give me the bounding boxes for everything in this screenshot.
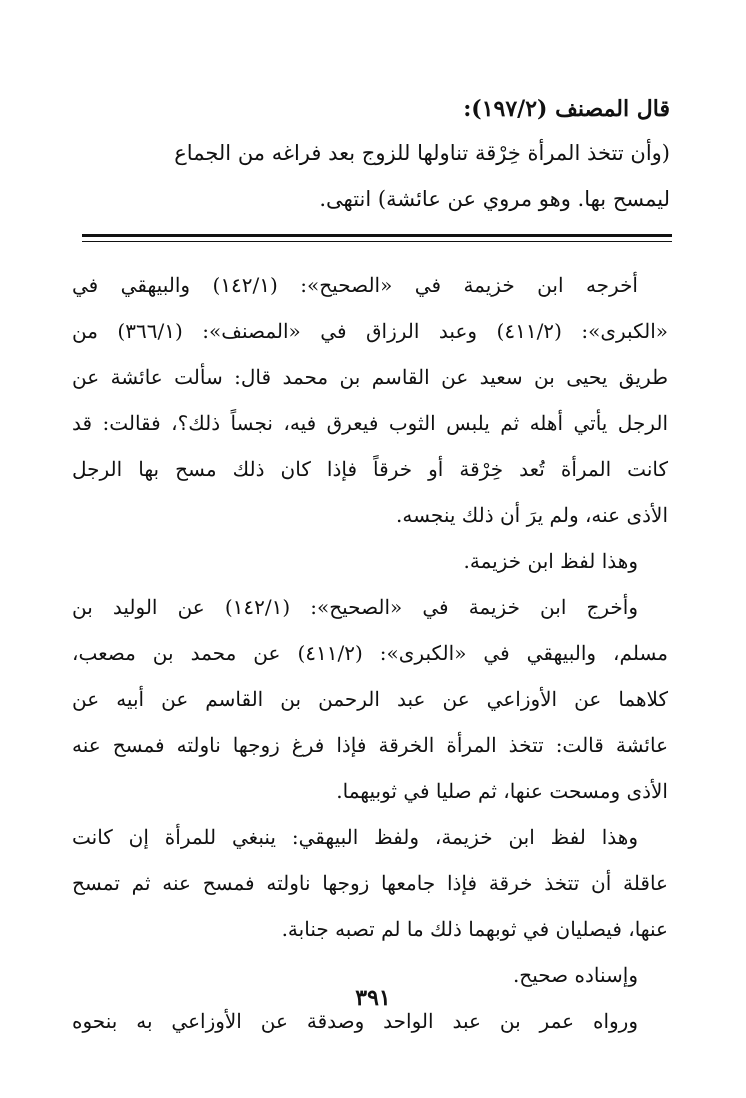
paragraph-line: الأذى ومسحت عنها، ثم صليا في ثوبيهما. bbox=[336, 779, 668, 803]
header-quote-line: (وأن تتخذ المرأة خِرْقة تناولها للزوج بعد فراغه من الجماع bbox=[174, 141, 670, 165]
commentary-body bbox=[72, 262, 668, 1044]
paragraph-line: ورواه عمر بن عبد الواحد وصدقة عن الأوزاعي به بنحوه bbox=[72, 1009, 639, 1033]
page-number: ٣٩١ bbox=[355, 985, 391, 1011]
paragraph-line: وهذا لفظ ابن خزيمة، ولفظ البيهقي: ينبغي للمرأة إن كانت bbox=[72, 825, 638, 849]
header-quote-line: ليمسح بها. وهو مروي عن عائشة) انتهى. bbox=[319, 187, 670, 211]
paragraph-line: كانت المرأة تُعد خِرْقة أو خرقاً فإذا كان ذلك مسح بها الرجل bbox=[72, 457, 668, 481]
paragraph-line: مسلم، والبيهقي في «الكبرى»: (٤١١/٢) عن محمد بن مصعب، bbox=[72, 641, 668, 665]
paragraph-line: كلاهما عن الأوزاعي عن عبد الرحمن بن القاسم عن أبيه عن bbox=[72, 687, 668, 711]
paragraph-line: «الكبرى»: (٤١١/٢) وعبد الرزاق في «المصنف»: (٣٦٦/١) من bbox=[72, 319, 668, 343]
separator-rule-thick bbox=[82, 234, 672, 237]
paragraph-line: عنها، فيصليان في ثوبهما ذلك ما لم تصبه جنابة. bbox=[281, 917, 668, 941]
paragraph-line: أخرجه ابن خزيمة في «الصحيح»: (١٤٢/١) والبيهقي في bbox=[72, 273, 638, 297]
paragraph-line: طريق يحيى بن سعيد عن القاسم بن محمد قال: سألت عائشة عن bbox=[72, 365, 668, 389]
quoted-header bbox=[72, 88, 670, 222]
paragraph-line: وإسناده صحيح. bbox=[512, 963, 638, 987]
paragraph-line: الرجل يأتي أهله ثم يلبس الثوب فيعرق فيه، نجساً ذلك؟، فقالت: قد bbox=[72, 411, 668, 435]
paragraph-line: الأذى عنه، ولم يرَ أن ذلك ينجسه. bbox=[395, 503, 668, 527]
paragraph-line: عاقلة أن تتخذ خرقة فإذا جامعها زوجها ناولته فمسح عنه ثم تمسح bbox=[72, 871, 668, 895]
header-title: قال المصنف (١٩٧/٢): bbox=[463, 96, 670, 122]
paragraph-line: وأخرج ابن خزيمة في «الصحيح»: (١٤٢/١) عن الوليد بن bbox=[72, 595, 638, 619]
paragraph-line: وهذا لفظ ابن خزيمة. bbox=[463, 549, 638, 573]
paragraph-line: عائشة قالت: تتخذ المرأة الخرقة فإذا فرغ زوجها ناولته فمسح عنه bbox=[72, 733, 668, 757]
separator-rule-thin bbox=[82, 241, 672, 242]
